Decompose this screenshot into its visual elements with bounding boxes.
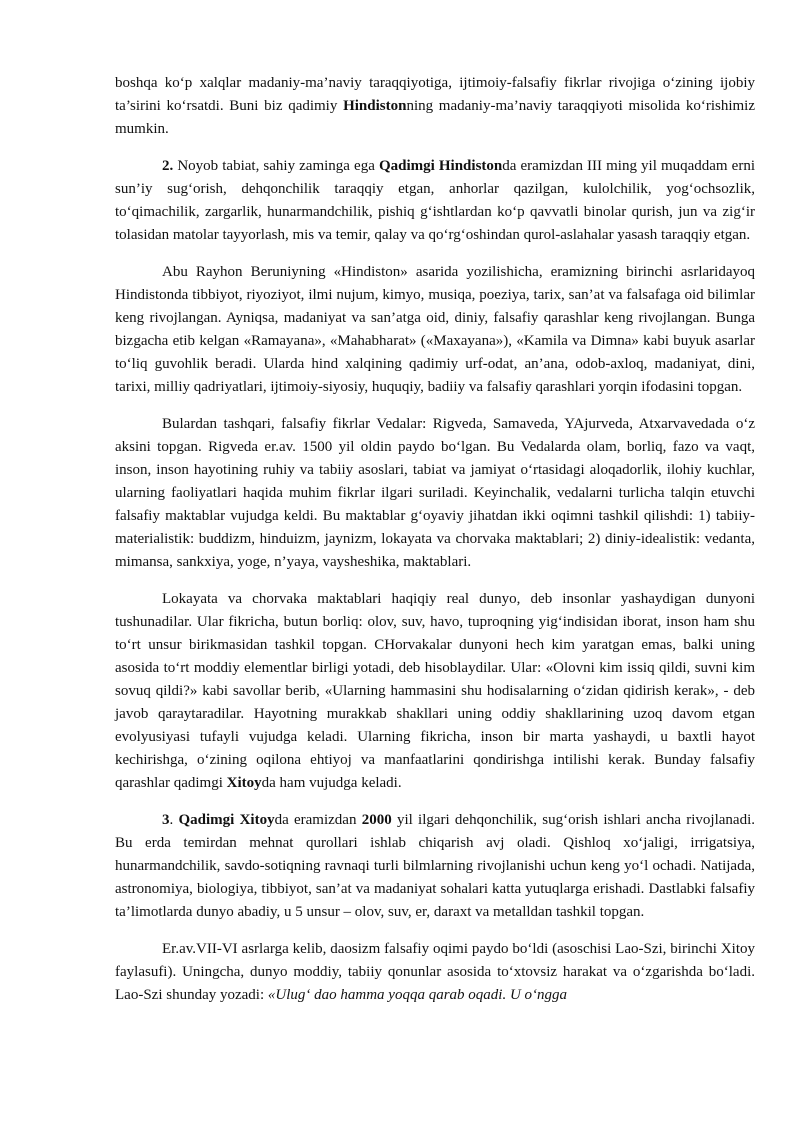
section-number: 2. bbox=[162, 158, 174, 174]
text-segment: Er.av.VII-VI asrlarga kelib, daosizm falsafiy oqimi paydo bo‘ldi (asoschisi Lao-Szi, birinchi Xitoy faylasufi). Uningcha, dunyo moddiy, tabiiy qonunlar asosida to‘xtovsiz harakat va o‘zgarishda bo‘ladi. Lao-Szi shunday yozadi: bbox=[115, 941, 755, 1003]
text-segment: da eramizdan III ming yil muqaddam erni sun’iy sug‘orish, dehqonchilik taraqqiy etgan, anhorlar qazilgan, kulolchilik, yog‘ochsozlik, to‘qimachilik, zargarlik, hunarmandchilik, pishiq g‘ishtlardan ko‘p qavvatli binolar qurish, jun va zig‘ir tolasidan matolar tayyorlash, mis va temir, qalay va qo‘rg‘oshindan qurol-aslahalar yasash taraqqiy etgan. bbox=[115, 158, 756, 243]
text-segment: ning madaniy-ma’naviy taraqqiyoti misolida ko‘rishimiz mumkin. bbox=[115, 98, 755, 137]
text-segment: Noyob tabiat, sahiy zaminga ega bbox=[173, 158, 379, 174]
text-segment: boshqa ko‘p xalqlar madaniy-ma’naviy taraqqiyotiga, ijtimoiy-falsafiy fikrlar rivojiga o‘zining ijobiy ta’sirini ko‘rsatdi. Buni biz qadimiy bbox=[115, 75, 755, 114]
text-segment: da ham vujudga keladi. bbox=[261, 775, 402, 791]
italic-quote: «Ulug‘ dao hamma yoqqa qarab oqadi. U o‘ngga bbox=[267, 987, 568, 1003]
text-segment: Lokayata va chorvaka maktablari haqiqiy real dunyo, deb insonlar yashaydigan dunyoni tushunadilar. Ular fikricha, butun borliq: olov, suv, havo, tuproqning yig‘indisidan iborat, inson ham shu to‘rt unsur birikmasidan tashkil topgan. CHorvakalar dunyoni hech kim yaratgan emas, balki uning asosida to‘rt moddiy elementlar birligi yotadi, deb hisoblaydilar. Ular: «Olovni kim issiq qildi, suvni kim sovuq qildi?» kabi savollar berib, «Ularning hammasini shu hodisalarning o‘zidan qidirish kerak», - deb javob qaraytaradilar. Hayotning murakkab shakllari uning oddiy shakllarining uzoq davom etgan evolyusiyasi tufayli vujudga keladi. Ularning fikricha, inson bir marta yashaydi, u baxtli hayot kechirishga, o‘zining oqilona ehtiyoj va manfaatlarini qondirishga intilishi kerak. Bunday falsafiy qarashlar qadimgi bbox=[115, 591, 755, 791]
text-segment: Bulardan tashqari, falsafiy fikrlar Vedalar: Rigveda, Samaveda, YAjurveda, Atxarvavedada o‘z aksini topgan. Rigveda er.av. 1500 yil oldin paydo bo‘lgan. Bu Vedalarda olam, borliq, fazo va vaqt, inson, inson hayotining ruhiy va tabiiy asoslari, tabiat va jamiyat o‘rtasidagi aloqadorlik, ilohiy kuchlar, ularning faoliyatlari haqida muhim fikrlar ilgari suriladi. Keyinchalik, vedalarni turlicha talqin etuvchi falsafiy maktablar vujudga keldi. Bu maktablar g‘oyaviy jihatdan ikki oqimni tashkil qilishdi: 1) tabiiy-materialistik: buddizm, hinduizm, jaynizm, lokayata va chorvaka maktablari; 2) diniy-idealistik: vedanta, mimansa, sankxiya, yoge, n’yaya, vaysheshika, maktablari. bbox=[115, 416, 755, 570]
paragraph-vedas bbox=[115, 413, 755, 574]
bold-term: Qadimgi Xitoy bbox=[178, 812, 275, 828]
body-text bbox=[115, 72, 755, 1021]
paragraph-ancient-india bbox=[115, 155, 755, 247]
paragraph-intro bbox=[115, 72, 755, 141]
paragraph-ancient-china bbox=[115, 809, 755, 924]
text-segment: . bbox=[169, 812, 179, 828]
paragraph-lokayata bbox=[115, 588, 755, 795]
text-segment: yil ilgari dehqonchilik, sug‘orish ishlari ancha rivojlanadi. Bu erda temirdan mehnat qurollari ishlab chiqarish avj oladi. Qishloq xo‘jaligi, irrigatsiya, hunarmandchilik, savdo-sotiqning ravnaqi turli bilmlarning rivojlanishi uchun keng yo‘l ochadi. Natijada, astronomiya, biologiya, tibbiyot, san’at va madaniyat sohalari katta yutuqlarga erishadi. Dastlabki falsafiy ta’limotlarda dunyo abadiy, u 5 unsur – olov, suv, er, daraxt va metalldan tashkil topgan. bbox=[115, 812, 756, 920]
bold-term: Xitoy bbox=[226, 775, 262, 791]
text-segment: Abu Rayhon Beruniyning «Hindiston» asarida yozilishicha, eramizning birinchi asrlaridayoq Hindistonda tibbiyot, riyoziyot, ilmi nujum, kimyo, musiqa, poeziya, tarix, san’at va falsafaga oid bilimlar keng rivojlangan. Ayniqsa, madaniyat va san’atga oid, diniy, falsafiy qarashlar keng rivojlangan. Bunga bizgacha etib kelgan «Ramayana», «Mahabharat» («Maxayana»), «Kamila va Dimna» kabi buyuk asarlar to‘liq guvohlik beradi. Ularda hind xalqining qadimiy urf-odat, an’ana, odob-axloq, madaniyat, dini, tarixi, milliy qadriyatlari, ijtimoiy-siyosiy, huquqiy, badiiy va falsafiy qarashlari yorqin ifodasini topgan. bbox=[115, 264, 755, 395]
bold-term: Qadimgi Hindiston bbox=[378, 158, 503, 174]
text-segment: da eramizdan bbox=[274, 812, 362, 828]
paragraph-daoism bbox=[115, 938, 755, 1007]
bold-term: 2000 bbox=[361, 812, 392, 828]
paragraph-beruni bbox=[115, 261, 755, 399]
section-number: 3 bbox=[162, 812, 170, 828]
bold-term: Hindiston bbox=[343, 98, 407, 114]
